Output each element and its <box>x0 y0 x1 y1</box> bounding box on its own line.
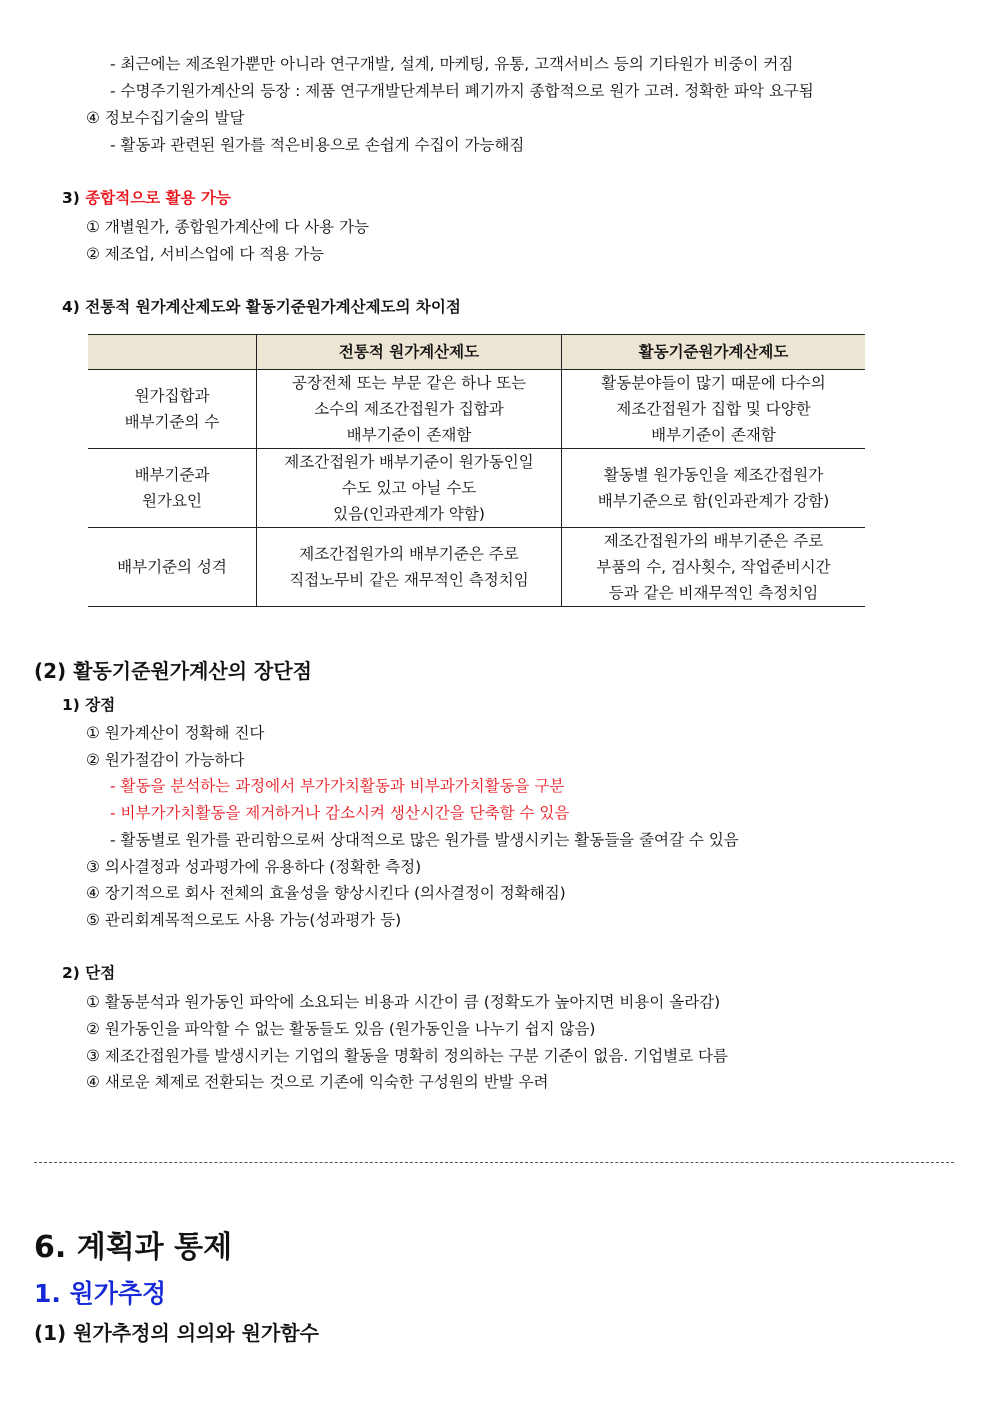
table-cell <box>257 528 562 607</box>
section-heading <box>62 187 231 209</box>
divider <box>34 1162 954 1163</box>
table-cell <box>257 449 562 528</box>
cell-line: 소수의 제조간접원가 집합과 <box>314 400 504 418</box>
table-header-cell: 활동기준원가계산제도 <box>562 335 866 370</box>
cell-line: 원가집합과 <box>134 387 210 405</box>
section-title: 1. 원가추정 <box>34 1279 167 1308</box>
table-header-cell: 전통적 원가계산제도 <box>257 335 562 370</box>
table-header-cell <box>88 335 257 370</box>
list-item: ④ 정보수집기술의 발달 <box>86 109 245 127</box>
table-cell <box>562 370 866 449</box>
cell-line: 제조간접원가의 배부기준은 주로 <box>299 545 519 563</box>
section-heading <box>62 296 461 318</box>
cell-line: 등과 같은 비재무적인 측정치임 <box>608 584 819 602</box>
list-item: ④ 새로운 체제로 전환되는 것으로 기존에 익숙한 구성원의 반발 우려 <box>86 1073 549 1091</box>
table-row <box>88 370 865 449</box>
table-cell <box>562 528 866 607</box>
list-item: ④ 장기적으로 회사 전체의 효율성을 향상시킨다 (의사결정이 정확해짐) <box>86 884 566 902</box>
list-item: ② 제조업, 서비스업에 다 적용 가능 <box>86 245 325 263</box>
list-item: ③ 제조간접원가를 발생시키는 기업의 활동을 명확히 정의하는 구분 기준이 없음. 기업별로 다름 <box>86 1047 728 1065</box>
cell-line: 직접노무비 같은 재무적인 측정치임 <box>289 571 529 589</box>
cell-line: 배부기준으로 함(인과관계가 강함) <box>597 492 830 510</box>
chapter-title: 6. 계획과 통제 <box>34 1230 233 1265</box>
table-header-row <box>88 335 865 370</box>
cell-line: 공장전체 또는 부문 같은 하나 또는 <box>291 374 527 392</box>
section-number: 4) <box>62 298 80 316</box>
section-title: 종합적으로 활용 가능 <box>85 189 231 207</box>
cell-line: 제조간접원가의 배부기준은 주로 <box>603 532 824 550</box>
text-line: - 수명주기원가계산의 등장 : 제품 연구개발단계부터 폐기까지 종합적으로 원가 고려. 정확한 파악 요구됨 <box>110 82 814 100</box>
list-item: ① 활동분석과 원가동인 파악에 소요되는 비용과 시간이 큼 (정확도가 높아지면 비용이 올라감) <box>86 993 721 1011</box>
cell-line: 배부기준이 존재함 <box>346 426 472 444</box>
text-line: - 비부가가치활동을 제거하거나 감소시켜 생산시간을 단축할 수 있음 <box>110 804 570 822</box>
table-cell <box>562 449 866 528</box>
cell-line: 활동별 원가동인을 제조간접원가 <box>603 466 824 484</box>
list-item: ② 원가동인을 파악할 수 없는 활동들도 있음 (원가동인을 나누기 쉽지 않음) <box>86 1020 596 1038</box>
cell-line: 원가요인 <box>142 492 202 510</box>
list-item: ⑤ 관리회계목적으로도 사용 가능(성과평가 등) <box>86 911 402 929</box>
table-row-head <box>88 449 257 528</box>
list-item: ③ 의사결정과 성과평가에 유용하다 (정확한 측정) <box>86 858 422 876</box>
section-heading: 1) 장점 <box>62 696 116 714</box>
cell-line: 수도 있고 아닐 수도 <box>341 479 477 497</box>
table-row <box>88 528 865 607</box>
list-item: ② 원가절감이 가능하다 <box>86 751 245 769</box>
subsection-title: (1) 원가추정의 의의와 원가함수 <box>34 1321 319 1345</box>
section-number: 3) <box>62 189 80 207</box>
cell-line: 배부기준과 <box>134 466 210 484</box>
section-heading: 2) 단점 <box>62 964 116 982</box>
cell-line: 있음(인과관계가 약함) <box>333 505 485 523</box>
text-line: - 활동을 분석하는 과정에서 부가가치활동과 비부과가치활동을 구분 <box>110 777 565 795</box>
cell-line: 배부기준의 성격 <box>117 558 227 576</box>
cell-line: 배부기준의 수 <box>124 413 220 431</box>
text-line: - 최근에는 제조원가뿐만 아니라 연구개발, 설계, 마케팅, 유통, 고객서비스 등의 기타원가 비중이 커짐 <box>110 55 794 73</box>
table-cell <box>257 370 562 449</box>
table-row <box>88 449 865 528</box>
text-line: - 활동과 관련된 원가를 적은비용으로 손쉽게 수집이 가능해짐 <box>110 136 525 154</box>
table-row-head <box>88 528 257 607</box>
cell-line: 활동분야들이 많기 때문에 다수의 <box>601 374 826 392</box>
table-row-head <box>88 370 257 449</box>
list-item: ① 개별원가, 종합원가계산에 다 사용 가능 <box>86 218 370 236</box>
text-line: - 활동별로 원가를 관리함으로써 상대적으로 많은 원가를 발생시키는 활동들을 줄여갈 수 있음 <box>110 831 739 849</box>
subsection-title: (2) 활동기준원가계산의 장단점 <box>34 659 312 683</box>
cell-line: 부품의 수, 검사횟수, 작업준비시간 <box>596 558 831 576</box>
cell-line: 제조간접원가 배부기준이 원가동인일 <box>284 453 534 471</box>
cell-line: 제조간접원가 집합 및 다양한 <box>616 400 811 418</box>
cell-line: 배부기준이 존재함 <box>651 426 776 444</box>
comparison-table <box>88 334 865 607</box>
section-title: 전통적 원가계산제도와 활동기준원가계산제도의 차이점 <box>85 298 461 316</box>
list-item: ① 원가계산이 정확해 진다 <box>86 724 265 742</box>
